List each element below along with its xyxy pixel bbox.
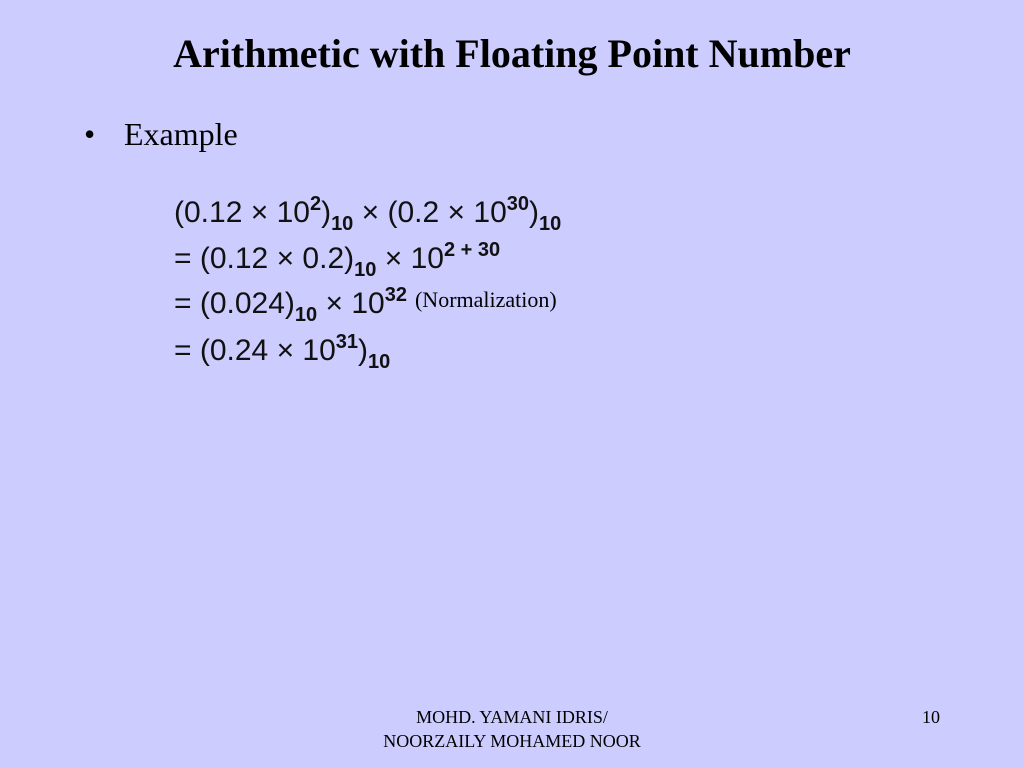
bullet-icon: • <box>84 116 96 152</box>
page-number: 10 <box>922 707 940 727</box>
math-base: 10 <box>331 213 354 235</box>
footer-author <box>312 705 712 753</box>
math-base: 10 <box>539 213 562 235</box>
math-term: × 10 <box>317 287 385 320</box>
math-term: = (0.024) <box>174 287 295 320</box>
math-term: = (0.24 × 10 <box>174 334 336 367</box>
math-exponent: 2 + 30 <box>443 239 501 261</box>
math-term: ) <box>358 334 369 367</box>
math-exponent: 30 <box>506 193 530 215</box>
footer-author-line-1: MOHD. YAMANI IDRIS/ <box>416 707 608 727</box>
math-term: ) <box>321 196 332 229</box>
slide-title: Arithmetic with Floating Point Number <box>173 31 851 76</box>
math-term: × (0.2 × 10 <box>353 196 507 229</box>
math-exponent: 2 <box>309 193 322 215</box>
bullet-text: Example <box>124 116 238 152</box>
bullet-item <box>84 114 238 154</box>
math-term: = (0.12 × 0.2) <box>174 242 355 275</box>
math-exponent: 32 <box>384 284 407 306</box>
math-line-2 <box>174 239 501 288</box>
footer-author-line-2: NOORZAILY MOHAMED NOOR <box>383 731 641 751</box>
normalization-note: (Normalization) <box>414 287 557 312</box>
math-line-4 <box>174 331 391 380</box>
math-base: 10 <box>354 259 377 281</box>
math-term: ) <box>529 196 540 229</box>
math-term: × 10 <box>376 242 444 275</box>
math-term: (0.12 × 10 <box>174 196 310 229</box>
math-base: 10 <box>368 351 391 373</box>
math-line-3 <box>174 284 557 333</box>
math-line-1 <box>174 193 562 242</box>
math-base: 10 <box>294 304 318 326</box>
math-exponent: 31 <box>335 331 359 353</box>
